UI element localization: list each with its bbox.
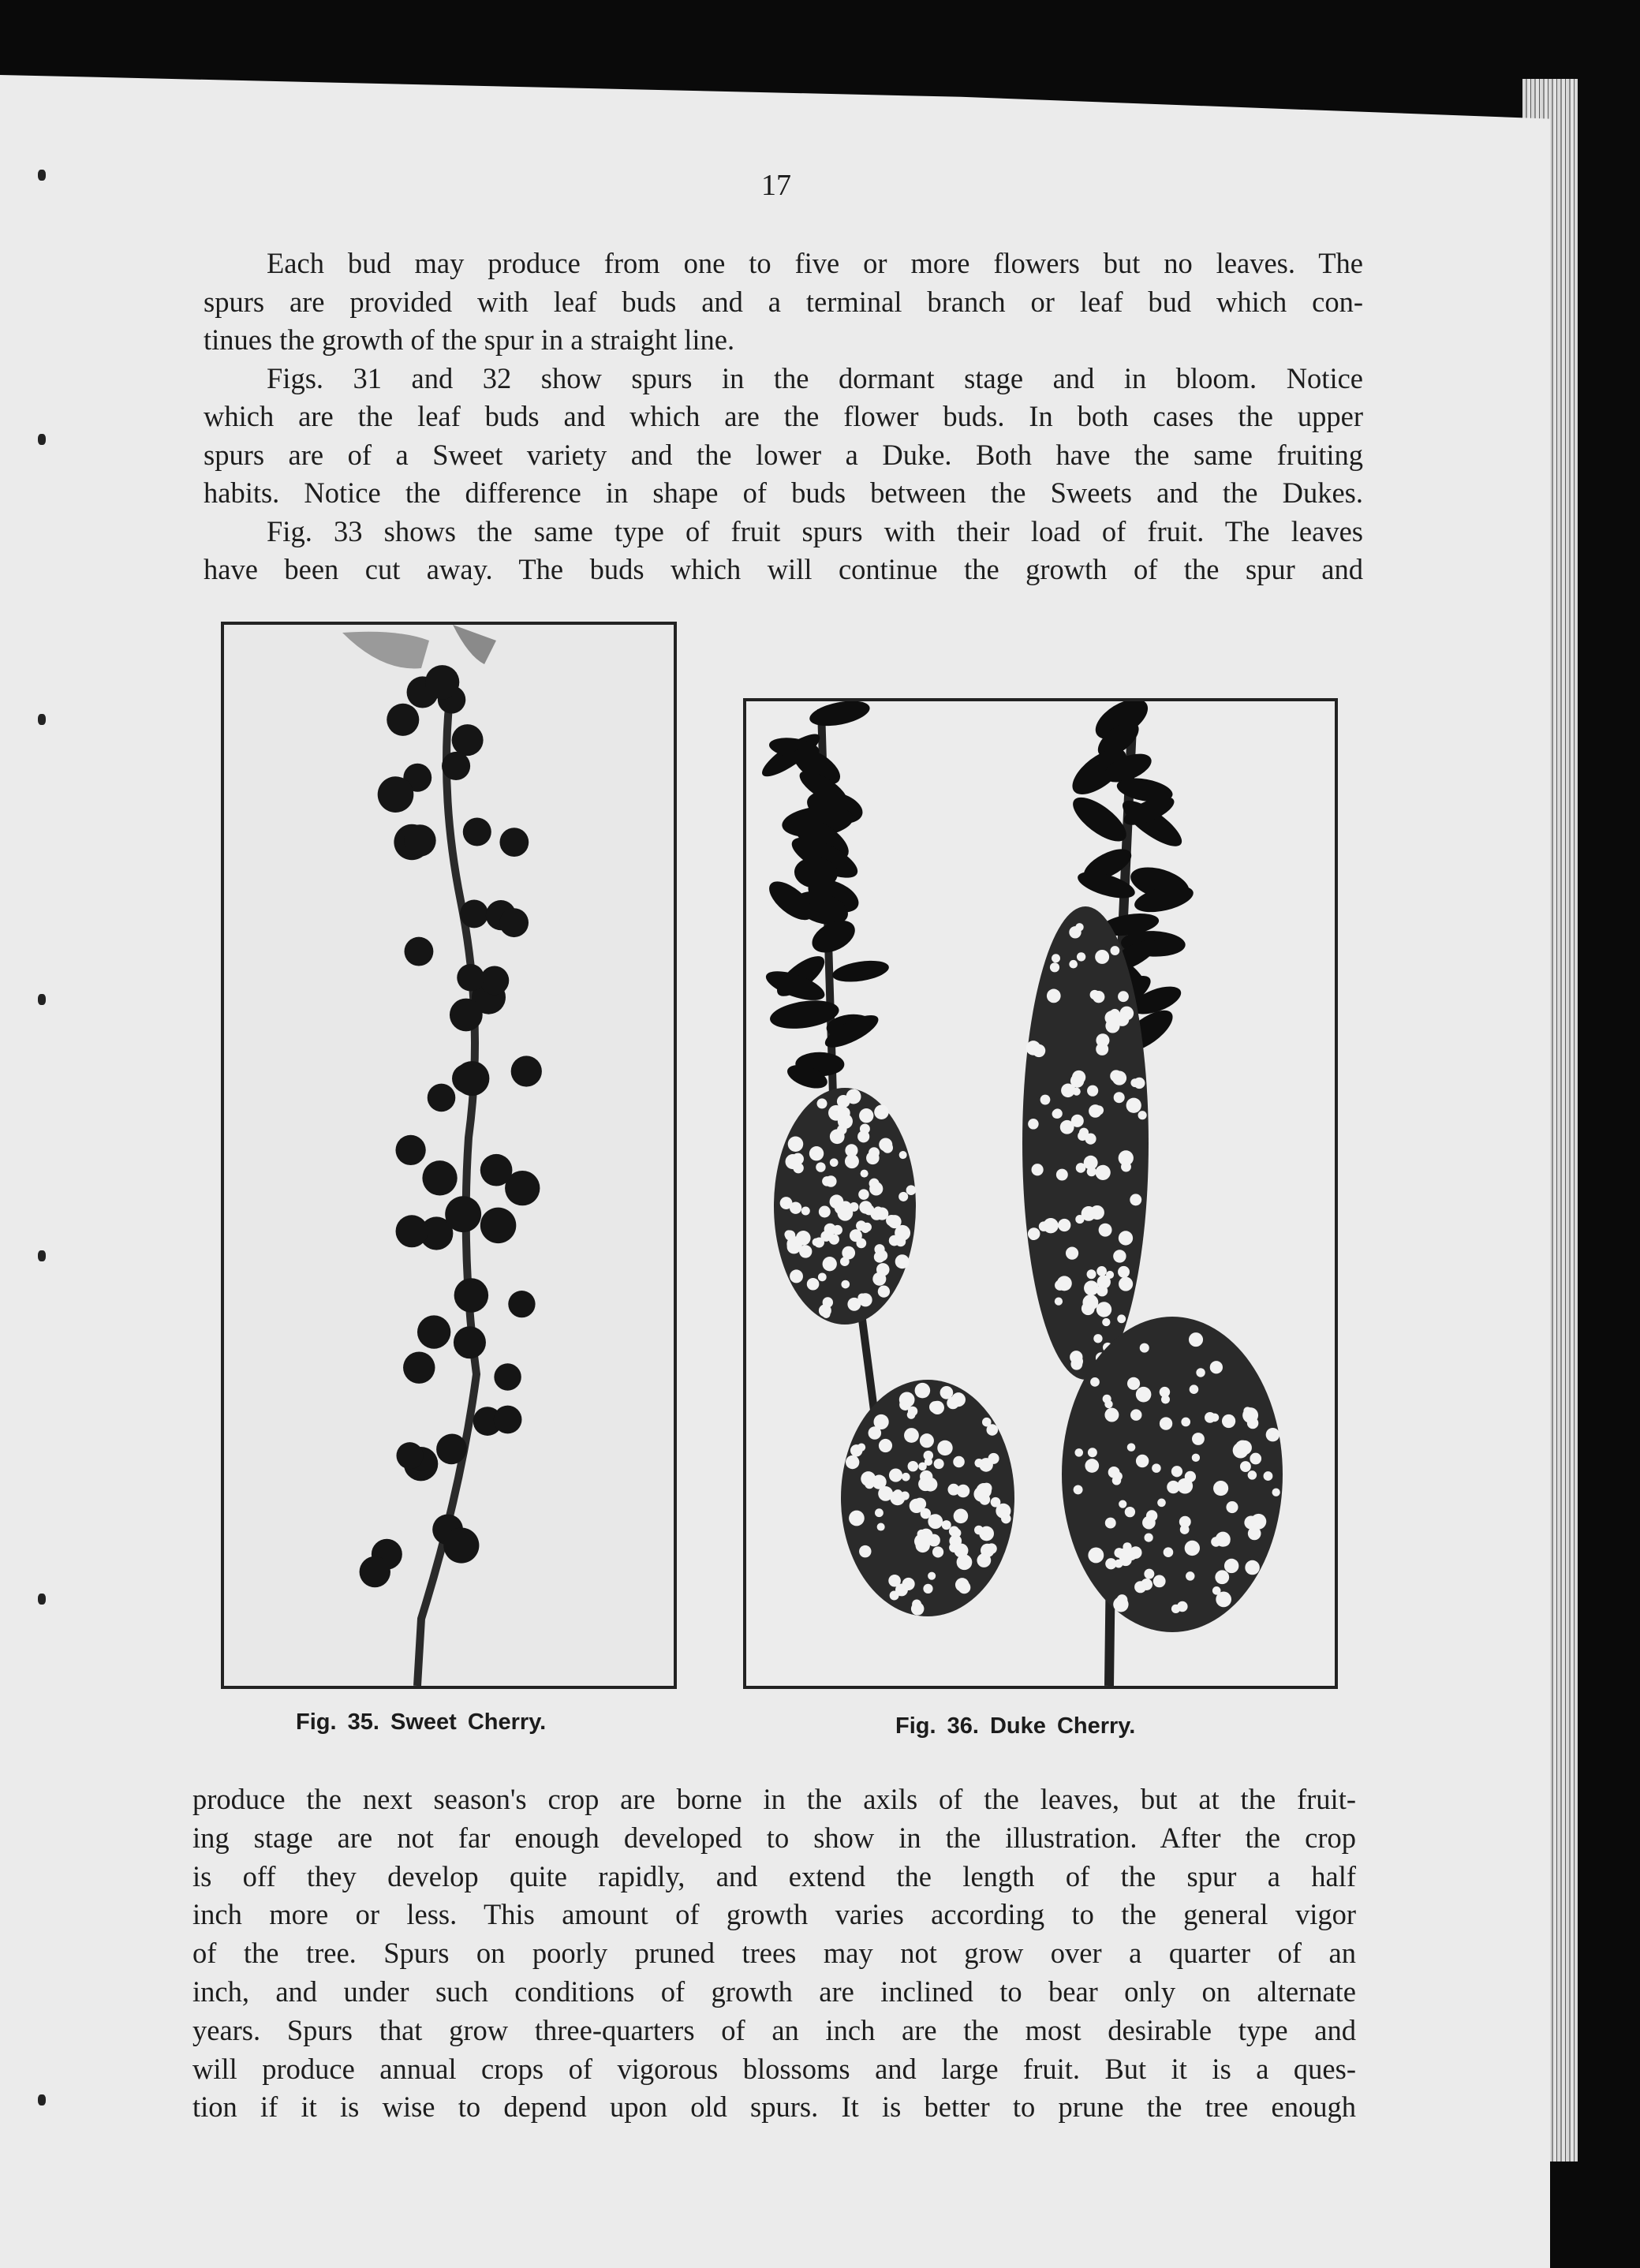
blossom: [974, 1459, 983, 1467]
text-line: inch more or less. This amount of growth varies according to the general vigor: [192, 1898, 1356, 1931]
blossom: [1185, 1541, 1200, 1556]
blossom: [920, 1470, 932, 1483]
cherry-fruit: [403, 1351, 435, 1383]
blossom: [1073, 1088, 1081, 1096]
text-line: years. Spurs that grow three-quarters of an inch are the most desirable type and: [192, 2013, 1356, 2046]
blossom: [1104, 1408, 1119, 1422]
blossom: [1096, 1043, 1108, 1056]
blossom: [942, 1520, 951, 1530]
blossom: [1089, 1104, 1102, 1118]
bottom-paragraph: [192, 1780, 1356, 2127]
blossom: [1087, 1085, 1098, 1097]
blossom: [1181, 1418, 1190, 1427]
blossom: [1127, 1377, 1140, 1390]
blossom: [1192, 1454, 1200, 1462]
blossom: [958, 1581, 970, 1594]
blossom: [1117, 1314, 1126, 1323]
blossom: [858, 1189, 869, 1200]
blossom: [1216, 1592, 1231, 1608]
blossom: [1082, 1206, 1096, 1221]
cherry-fruit: [463, 817, 491, 846]
blossom: [1144, 1569, 1154, 1579]
cherry-fruit: [454, 1278, 489, 1313]
blossom: [906, 1185, 917, 1195]
blossom: [1088, 1448, 1097, 1457]
blossom: [907, 1410, 916, 1419]
blossom: [1145, 1520, 1153, 1529]
cherry-fruit: [428, 1084, 456, 1112]
blossom: [980, 1494, 991, 1505]
blossom: [1167, 1481, 1179, 1493]
blossom: [929, 1401, 941, 1413]
blossom: [828, 1105, 844, 1121]
text-line: is off they develop quite rapidly, and extend the length of the spur a half: [192, 1859, 1356, 1892]
blossom: [1029, 1231, 1038, 1240]
blossom: [1118, 1549, 1130, 1561]
cherry-fruit: [422, 1160, 457, 1195]
blossom: [1153, 1575, 1166, 1588]
blossom: [1140, 1343, 1149, 1353]
blossom: [1052, 1109, 1061, 1118]
blossom: [865, 1479, 874, 1489]
blossom: [954, 1509, 969, 1524]
blossom: [1130, 1194, 1141, 1205]
blossom: [1072, 1070, 1085, 1084]
blossom: [1099, 1224, 1112, 1237]
cherry-fruit: [454, 1326, 486, 1358]
blossom: [1226, 1501, 1238, 1513]
cherry-fruit: [499, 908, 529, 937]
blossom: [879, 1439, 892, 1452]
blossom: [1130, 1546, 1142, 1559]
blossom: [845, 1154, 859, 1168]
figure-35-caption: Fig. 35. Sweet Cherry.: [296, 1709, 547, 1735]
blossom: [910, 1499, 924, 1513]
text-line: ing stage are not far enough developed to show in the illustration. After the crop: [192, 1821, 1356, 1854]
blossom: [846, 1089, 861, 1104]
blossom: [1157, 1499, 1166, 1508]
text-line: tinues the growth of the spur in a straight line.: [204, 323, 735, 356]
text-line: tion if it is wise to depend upon old spurs. It is better to prune the tree enough: [192, 2091, 1356, 2124]
blossom: [982, 1418, 992, 1427]
blossom: [846, 1455, 859, 1469]
page-number: 17: [761, 169, 791, 202]
text-line: spurs are of a Sweet variety and the lower a Duke. Both have the same fruiting: [204, 438, 1363, 471]
blossom: [904, 1428, 919, 1443]
blossom: [1251, 1514, 1267, 1530]
blossom: [1136, 1387, 1152, 1403]
blossom: [1076, 1163, 1086, 1173]
text-line: produce the next season's crop are borne in the axils of the leaves, but at the fruit-: [192, 1783, 1356, 1815]
blossom: [879, 1138, 892, 1151]
blossom: [861, 1170, 869, 1178]
blossom: [899, 1399, 911, 1410]
blossom: [1071, 1115, 1084, 1127]
blossom: [1069, 926, 1081, 938]
cherry-fruit: [480, 1208, 516, 1243]
blossom: [823, 1297, 833, 1307]
blossom: [986, 1543, 997, 1554]
blossom: [859, 1293, 872, 1306]
cherry-fruit: [494, 1406, 522, 1434]
blossom: [1242, 1407, 1258, 1423]
blossom: [1119, 1277, 1133, 1291]
blossom: [819, 1206, 831, 1218]
blossom: [1084, 1280, 1099, 1295]
blossom: [1050, 962, 1059, 972]
blossom: [1215, 1570, 1229, 1584]
blossom: [923, 1584, 932, 1594]
blossom: [849, 1511, 865, 1526]
cherry-fruit: [442, 752, 470, 780]
blossom: [1272, 1489, 1279, 1496]
figure-35-photo: [221, 622, 677, 1689]
cherry-fruit: [405, 937, 434, 966]
blossom: [929, 1515, 937, 1523]
cherry-fruit: [436, 1434, 466, 1464]
blossom: [1085, 1459, 1099, 1473]
blossom: [877, 1523, 885, 1530]
cherry-fruit: [457, 964, 484, 992]
blossom: [859, 1545, 871, 1557]
blossom: [1056, 1169, 1068, 1181]
blossom: [1205, 1412, 1216, 1423]
blossom: [1085, 1134, 1096, 1145]
figure-36-caption: Fig. 36. Duke Cherry.: [895, 1713, 1136, 1739]
blossom: [859, 1108, 873, 1123]
blossom: [807, 1278, 820, 1291]
blossom: [1245, 1560, 1260, 1575]
blossom: [1087, 1167, 1096, 1176]
blossom: [977, 1553, 991, 1567]
cherry-fruit: [443, 1527, 479, 1563]
blossom: [1126, 1098, 1141, 1113]
blossom: [1113, 1597, 1128, 1612]
blossom: [1095, 950, 1109, 964]
blossom: [830, 1129, 845, 1144]
blossom: [859, 1201, 872, 1213]
blossom: [799, 1245, 812, 1257]
blossom: [1106, 1271, 1114, 1279]
blossom: [1113, 1250, 1126, 1262]
blossom: [866, 1152, 880, 1165]
blossom: [823, 1257, 837, 1271]
cherry-fruit: [445, 1196, 481, 1232]
cherry-fruit: [480, 1154, 513, 1186]
blossom: [1103, 1395, 1111, 1403]
blossom: [878, 1285, 890, 1297]
blossom: [850, 1202, 859, 1212]
blossom: [1179, 1516, 1191, 1528]
blossom: [1074, 1448, 1083, 1457]
blossom: [1058, 1219, 1070, 1231]
cherry-fruit: [460, 900, 488, 928]
blossom: [928, 1572, 936, 1580]
blossom: [840, 1257, 850, 1266]
blossom: [1119, 1007, 1134, 1021]
blossom: [1055, 1298, 1063, 1306]
blossom: [1210, 1361, 1223, 1373]
blossom: [1096, 1302, 1111, 1317]
blossom: [1110, 1070, 1122, 1082]
blossom: [932, 1546, 943, 1557]
blossom: [1096, 1266, 1107, 1276]
blossom: [787, 1240, 801, 1254]
blossom: [1134, 1078, 1145, 1089]
blossom: [1164, 1547, 1174, 1557]
cherry-fruit: [360, 1556, 390, 1587]
cherry-fruit: [494, 1363, 521, 1390]
blossom: [816, 1162, 825, 1171]
blossom: [1218, 1534, 1230, 1546]
blossom: [1130, 1409, 1141, 1420]
text-line: have been cut away. The buds which will continue the growth of the spur and: [204, 553, 1363, 585]
blossom: [1141, 1579, 1152, 1590]
sweet-cherry-illustration: [224, 625, 674, 1686]
blossom: [1033, 1044, 1045, 1057]
blossom: [1266, 1428, 1279, 1441]
cherry-fruit: [508, 1291, 535, 1317]
blossom: [1118, 1266, 1130, 1278]
text-line: will produce annual crops of vigorous blossoms and large fruit. But it is a ques-: [192, 2052, 1356, 2085]
cherry-fruit: [387, 704, 419, 736]
text-line: Figs. 31 and 32 show spurs in the dormant stage and in bloom. Notice: [267, 361, 1363, 394]
blossom: [1192, 1433, 1205, 1445]
blossom: [1125, 1507, 1135, 1517]
blossom: [861, 1225, 869, 1233]
blossom: [1118, 991, 1129, 1002]
blossom: [788, 1136, 804, 1152]
blossom: [1052, 954, 1060, 962]
blossom: [1108, 1467, 1120, 1478]
blossom: [1040, 1095, 1051, 1105]
blossom: [1190, 1384, 1199, 1394]
blossom: [1090, 1377, 1100, 1387]
blossom: [899, 1151, 907, 1159]
blossom: [1077, 952, 1085, 961]
blossom: [895, 1254, 910, 1269]
blossom: [893, 1489, 902, 1499]
blossom: [860, 1124, 870, 1134]
cherry-fruit: [396, 1442, 423, 1469]
blossom: [1087, 1269, 1096, 1279]
blossom: [1090, 990, 1100, 999]
blossom: [817, 1098, 827, 1108]
blossom: [1066, 1247, 1078, 1260]
blossom: [918, 1463, 927, 1471]
blossom: [981, 1483, 992, 1494]
blossom: [869, 1182, 883, 1195]
blossom: [822, 1176, 832, 1186]
blossom: [914, 1534, 929, 1549]
blossom: [890, 1591, 899, 1601]
blossom: [1114, 1092, 1125, 1103]
text-line: Fig. 33 shows the same type of fruit spurs with their load of fruit. The leaves: [267, 514, 1363, 547]
blossom: [869, 1426, 882, 1440]
blossom: [920, 1433, 934, 1448]
blossom: [1186, 1571, 1194, 1580]
blossom: [889, 1469, 902, 1482]
blossom: [841, 1280, 850, 1289]
blossom: [1189, 1332, 1203, 1347]
blossom: [1264, 1471, 1273, 1481]
blossom: [874, 1105, 888, 1119]
blossom: [1102, 1318, 1110, 1326]
blossom: [872, 1474, 886, 1489]
blossom: [1248, 1470, 1257, 1479]
blossom: [1043, 1218, 1058, 1233]
text-line: spurs are provided with leaf buds and a terminal branch or leaf bud which con-: [204, 285, 1363, 318]
cherry-fruit: [499, 828, 529, 857]
blossom: [850, 1444, 862, 1456]
blossom: [937, 1440, 952, 1455]
blossom: [1127, 1443, 1136, 1452]
blossom: [1110, 946, 1119, 955]
text-line: inch, and under such conditions of growth are inclined to bear only on alternate: [192, 1975, 1356, 2008]
blossom: [1196, 1368, 1205, 1377]
blossom: [957, 1485, 969, 1497]
blossom: [801, 1206, 810, 1215]
text-line: habits. Notice the difference in shape of buds between the Sweets and the Dukes.: [204, 476, 1363, 509]
blossom: [809, 1146, 824, 1160]
blossom: [790, 1269, 803, 1283]
cherry-fruit: [425, 665, 459, 699]
blossom: [1057, 1276, 1072, 1291]
blossom: [1119, 1231, 1133, 1245]
blossom: [934, 1459, 944, 1469]
cherry-fruit: [404, 824, 436, 857]
cherry-fruit: [417, 1315, 450, 1348]
blossom: [785, 1230, 795, 1240]
text-line: of the tree. Spurs on poorly pruned trees may not grow over a quarter of an: [192, 1937, 1356, 1970]
blossom: [830, 1158, 839, 1167]
blossom: [898, 1192, 908, 1201]
blossom: [1238, 1440, 1252, 1455]
duke-cherry-illustration: [746, 701, 1335, 1686]
cherry-fruit: [452, 724, 484, 756]
blossom: [953, 1456, 965, 1468]
blossom: [874, 1251, 885, 1262]
cherry-fruit: [395, 1135, 425, 1165]
blossom: [1032, 1164, 1044, 1175]
blossom: [915, 1383, 931, 1399]
blossom: [1177, 1601, 1187, 1612]
blossom: [876, 1263, 890, 1276]
cherry-fruit: [452, 1064, 481, 1093]
blossom: [957, 1554, 973, 1570]
blossom: [1250, 1453, 1261, 1465]
blossom: [1240, 1461, 1251, 1472]
blossom: [911, 1602, 925, 1616]
blossom: [940, 1386, 954, 1399]
blossom: [1088, 1548, 1104, 1564]
blossom: [1145, 1533, 1153, 1541]
blossom: [850, 1229, 862, 1242]
blossom: [1096, 1165, 1111, 1180]
blossom: [1224, 1559, 1238, 1573]
blossom: [979, 1526, 994, 1541]
blossom: [924, 1451, 933, 1460]
text-line: which are the leaf buds and which are the flower buds. In both cases the upper: [204, 400, 1363, 432]
blossom: [1082, 1295, 1098, 1310]
blossom: [1119, 1150, 1134, 1165]
blossom: [902, 1473, 910, 1481]
blossom: [786, 1154, 801, 1169]
blossom: [1105, 1018, 1119, 1033]
blossom: [1152, 1463, 1161, 1473]
blossom: [1047, 989, 1061, 1003]
blossom: [895, 1236, 906, 1246]
blossom: [820, 1231, 831, 1242]
blossom: [1222, 1414, 1235, 1428]
blossom: [1161, 1396, 1170, 1404]
blossom: [1074, 1485, 1083, 1494]
text-line: Each bud may produce from one to five or more flowers but no leaves. The: [267, 247, 1363, 279]
figure-36-photo: [743, 698, 1338, 1689]
blossom: [1028, 1119, 1039, 1130]
blossom: [908, 1461, 918, 1471]
blossom: [949, 1535, 962, 1548]
blossom: [822, 1310, 830, 1318]
cherry-fruit: [396, 1215, 428, 1247]
blossom: [1171, 1466, 1182, 1477]
blossom: [1070, 1358, 1082, 1370]
cherry-fruit: [450, 999, 483, 1032]
blossom: [1105, 1518, 1116, 1529]
cherry-fruit: [511, 1056, 542, 1086]
blossom: [902, 1578, 915, 1590]
cherry-fruit: [378, 776, 414, 813]
cherry-fruit: [480, 966, 510, 996]
blossom: [1213, 1481, 1228, 1496]
blossom: [1138, 1111, 1147, 1119]
blossom: [1093, 1334, 1102, 1343]
blossom: [818, 1272, 827, 1281]
blossom: [780, 1197, 793, 1209]
blossom: [1119, 1500, 1126, 1508]
blossom: [1069, 960, 1078, 969]
blossom: [875, 1508, 884, 1517]
blossom: [1160, 1417, 1172, 1429]
blossom: [996, 1504, 1011, 1519]
blossom: [1136, 1455, 1149, 1467]
top-paragraphs: [204, 245, 1363, 589]
